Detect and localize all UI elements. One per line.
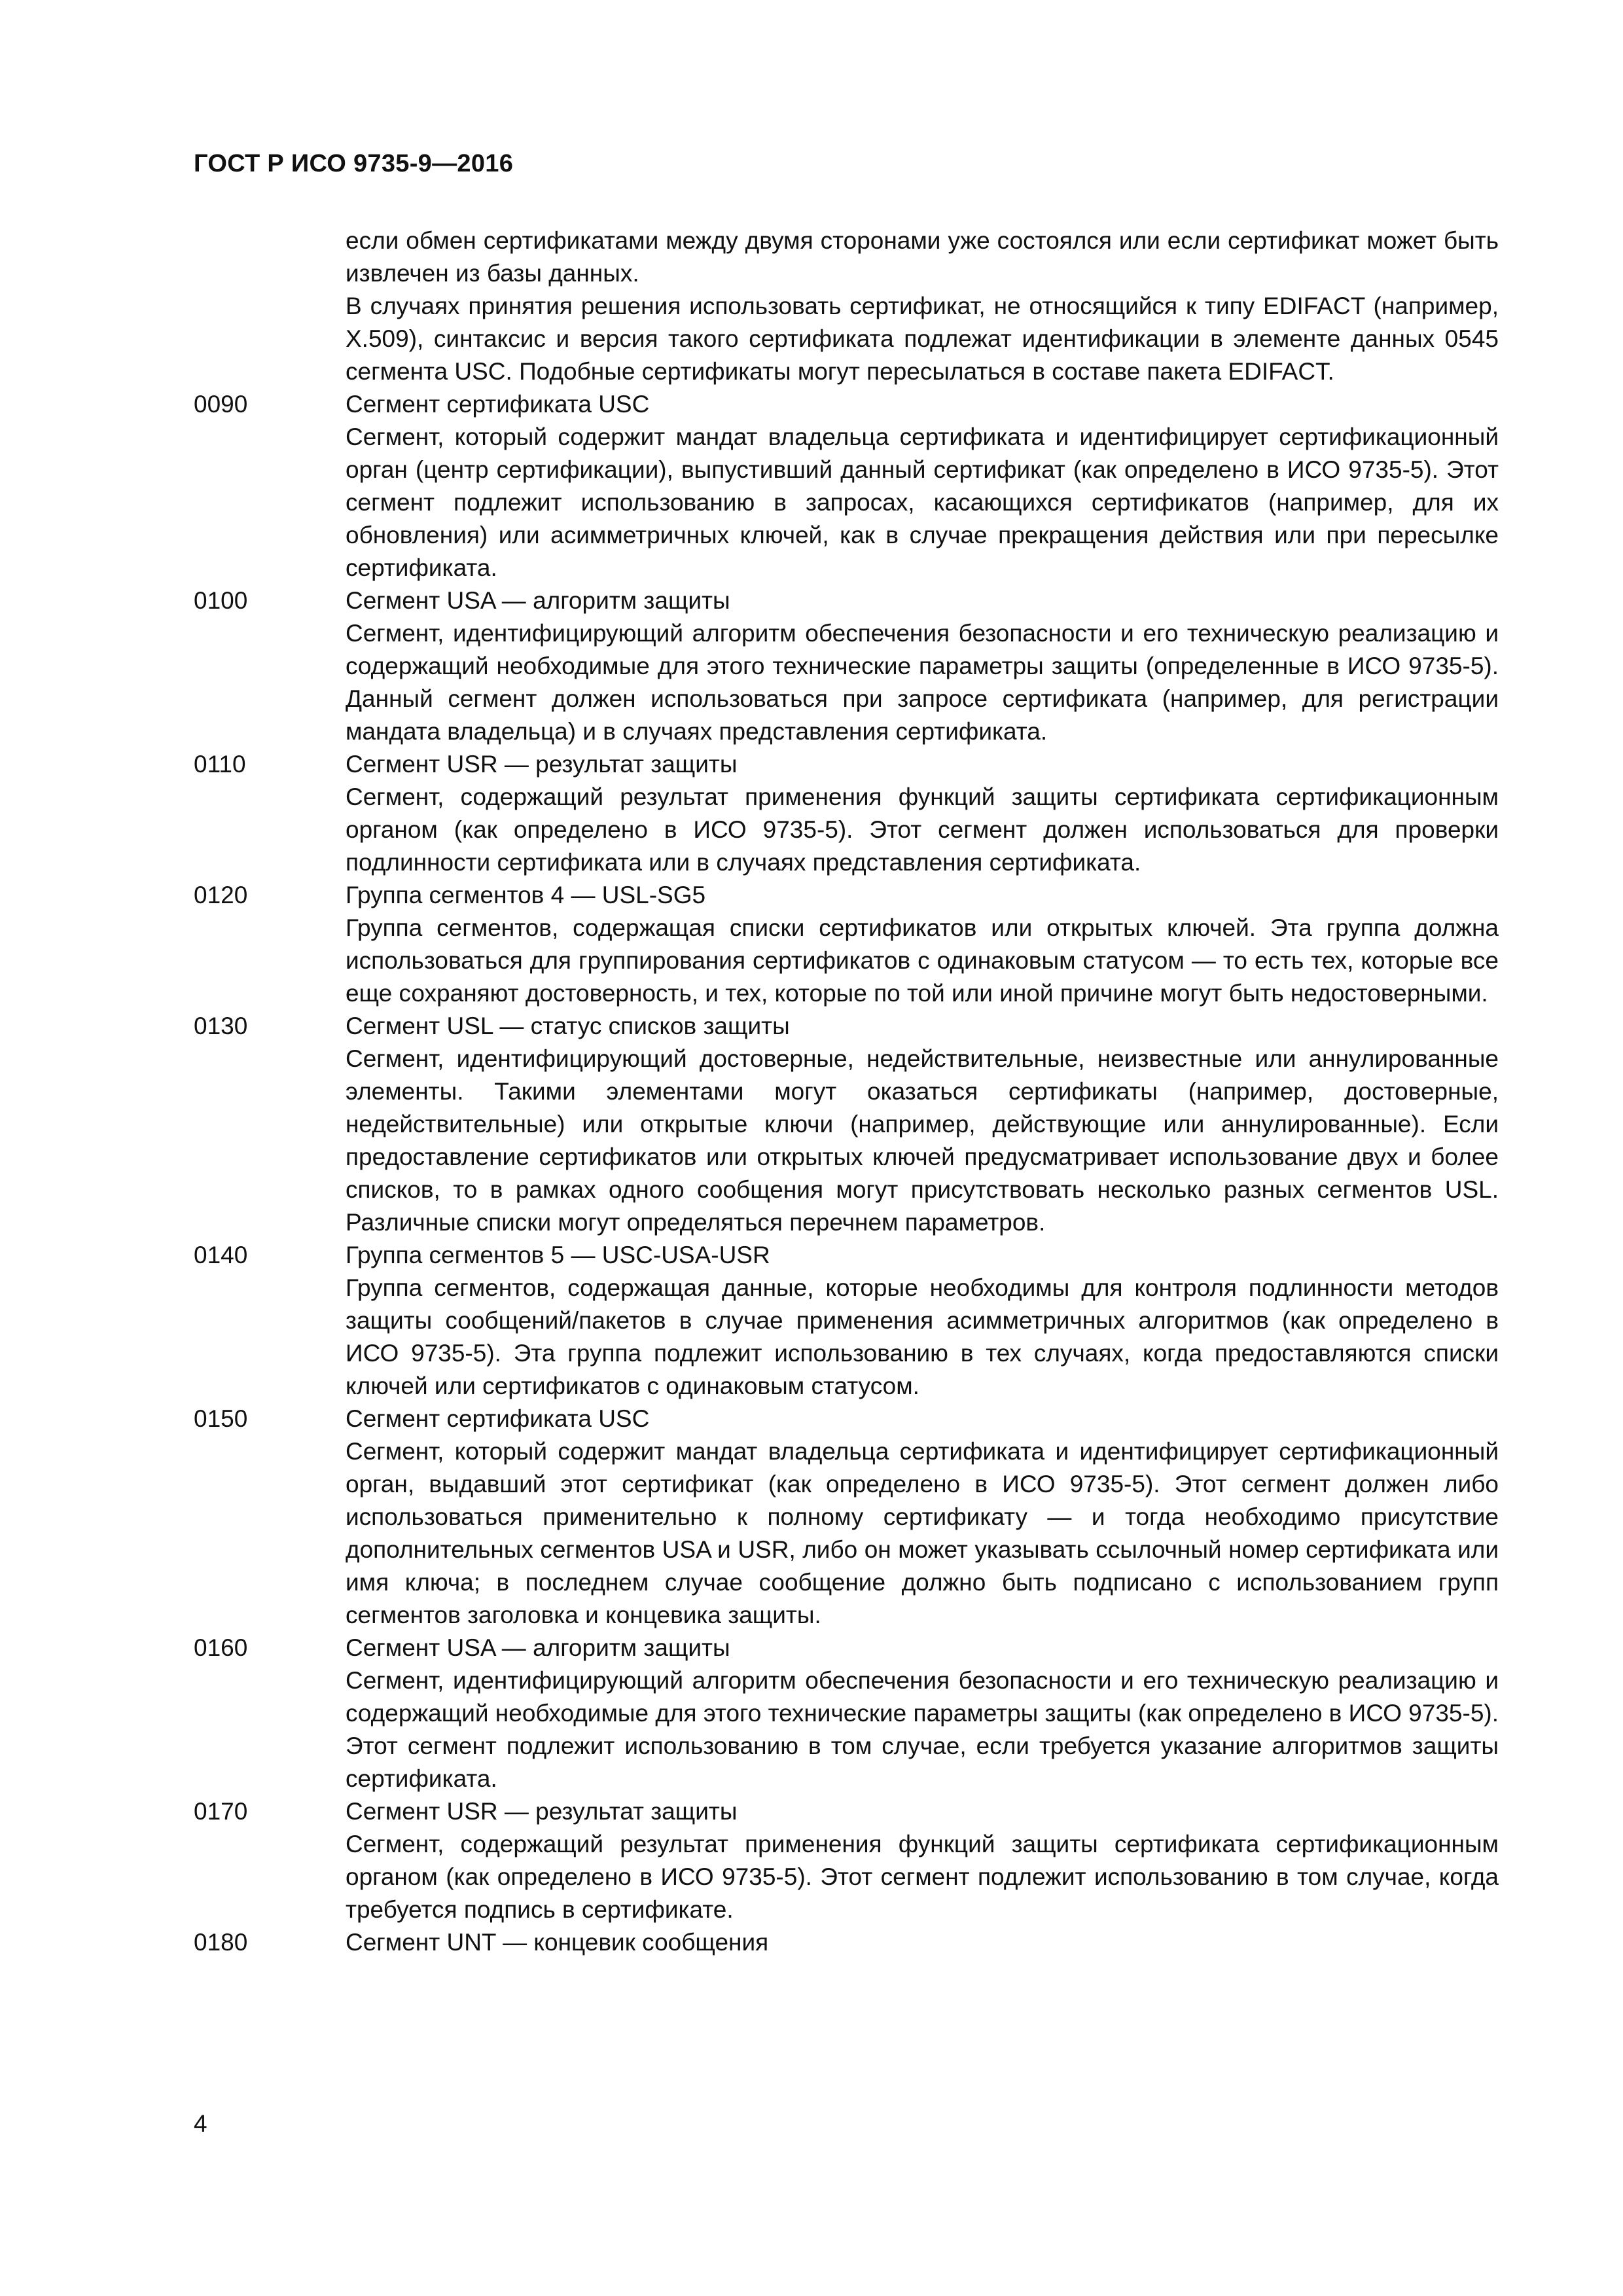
entry-description: Сегмент, идентифицирующий алгоритм обеспечения безопасности и его техническую реализацию и содержащий необходимые для этого технические параметры защиты (определенные в ИСО 9735-5). Данный сегмент должен использоваться при запросе сертификата (например, для регистрации мандата владельца) и в случаях представления сертификата. [346,620,1499,745]
entry-code: 0130 [194,1013,248,1039]
entry-body [346,1795,1499,1926]
entry-title: Сегмент UNT — концевик сообщения [346,1929,769,1956]
entry-0120 [194,879,1499,1010]
entry-body [346,748,1499,879]
entry-0130 [194,1010,1499,1239]
document-body [194,224,1499,1959]
entry-body [346,1403,1499,1632]
entry-title: Сегмент сертификата USC [346,391,650,418]
document-header: ГОСТ Р ИСО 9735-9—2016 [194,150,514,177]
entry-body [346,1926,1499,1959]
entry-0100 [194,584,1499,748]
intro-text [346,224,1499,388]
entry-title: Сегмент сертификата USC [346,1405,650,1432]
entry-title: Сегмент USA — алгоритм защиты [346,1634,730,1661]
entry-description: Сегмент, идентифицирующий достоверные, недействительные, неизвестные или аннулированные элементы. Такими элементами могут оказаться сертификаты (например, достоверные, недействительные) или открытые ключи (например, действующие или аннулированные). Если предоставление сертификатов или открытых ключей предусматривает использование двух и более списков, то в рамках одного сообщения могут присутствовать несколько разных сегментов USL. Различные списки могут определяться перечнем параметров. [346,1045,1499,1236]
entry-body [346,1632,1499,1795]
entry-body [346,879,1499,1010]
entry-body [346,584,1499,748]
entry-code: 0160 [194,1634,248,1661]
entry-title: Сегмент USL — статус списков защиты [346,1013,790,1039]
entry-title: Сегмент USR — результат защиты [346,751,738,778]
entry-0090 [194,388,1499,584]
entry-code: 0110 [194,751,246,778]
entry-title: Сегмент USA — алгоритм защиты [346,587,730,614]
entry-0180 [194,1926,1499,1959]
entry-0150 [194,1403,1499,1632]
entry-title: Группа сегментов 4 — USL-SG5 [346,882,706,908]
page-number: 4 [194,2110,207,2137]
entry-description: Сегмент, который содержит мандат владельца сертификата и идентифицирует сертификационный орган (центр сертификации), выпустивший данный сертификат (как определено в ИСО 9735-5). Этот сегмент подлежит использованию в запросах, касающихся сертификатов (например, для их обновления) или асимметричных ключей, как в случае прекращения действия или при пересылке сертификата. [346,423,1499,581]
entry-body [346,388,1499,584]
entry-description: Сегмент, идентифицирующий алгоритм обеспечения безопасности и его техническую реализацию и содержащий необходимые для этого технические параметры защиты (как определено в ИСО 9735-5). Этот сегмент подлежит использованию в том случае, если требуется указание алгоритмов защиты сертификата. [346,1667,1499,1792]
entry-code: 0140 [194,1242,248,1268]
entry-0160 [194,1632,1499,1795]
entry-0110 [194,748,1499,879]
entry-code: 0180 [194,1929,248,1956]
entry-0140 [194,1239,1499,1403]
entry-code: 0150 [194,1405,248,1432]
entry-description: Сегмент, который содержит мандат владельца сертификата и идентифицирует сертификационный орган, выдавший этот сертификат (как определено в ИСО 9735-5). Этот сегмент должен либо использоваться применительно к полному сертификату — и тогда необходимо присутствие дополнительных сегментов USA и USR, либо он может указывать ссылочный номер сертификата или имя ключа; в последнем случае сообщение должно быть подписано с использованием групп сегментов заголовка и концевика защиты. [346,1438,1499,1628]
entry-code: 0100 [194,587,248,614]
entry-description: Сегмент, содержащий результат применения функций защиты сертификата сертификационным органом (как определено в ИСО 9735-5). Этот сегмент подлежит использованию в том случае, когда требуется подпись в сертификате. [346,1831,1499,1923]
intro-block [194,224,1499,388]
entry-title: Группа сегментов 5 — USC-USA-USR [346,1242,770,1268]
entry-description: Сегмент, содержащий результат применения функций защиты сертификата сертификационным органом (как определено в ИСО 9735-5). Этот сегмент должен использоваться для проверки подлинности сертификата или в случаях представления сертификата. [346,783,1499,876]
entry-code: 0120 [194,882,248,908]
intro-paragraph: В случаях принятия решения использовать сертификат, не относящийся к типу EDIFACT (например, X.509), синтаксис и версия такого сертификата подлежат идентификации в элементе данных 0545 сегмента USC. Подобные сертификаты могут пересылаться в составе пакета EDIFACT. [346,293,1499,385]
entry-description: Группа сегментов, содержащая данные, которые необходимы для контроля подлинности методов защиты сообщений/пакетов в случае применения асимметричных алгоритмов (как определено в ИСО 9735-5). Эта группа подлежит использованию в тех случаях, когда предоставляются списки ключей или сертификатов с одинаковым статусом. [346,1274,1499,1399]
entry-description: Группа сегментов, содержащая списки сертификатов или открытых ключей. Эта группа должна использоваться для группирования сертификатов с одинаковым статусом — то есть тех, которые все еще сохраняют достоверность, и тех, которые по той или иной причине могут быть недостоверными. [346,914,1499,1007]
entry-body [346,1010,1499,1239]
entry-0170 [194,1795,1499,1926]
entry-body [346,1239,1499,1403]
entry-title: Сегмент USR — результат защиты [346,1798,738,1825]
intro-paragraph: если обмен сертификатами между двумя сторонами уже состоялся или если сертификат может быть извлечен из базы данных. [346,227,1499,287]
entry-code: 0090 [194,391,248,418]
entry-code: 0170 [194,1798,248,1825]
